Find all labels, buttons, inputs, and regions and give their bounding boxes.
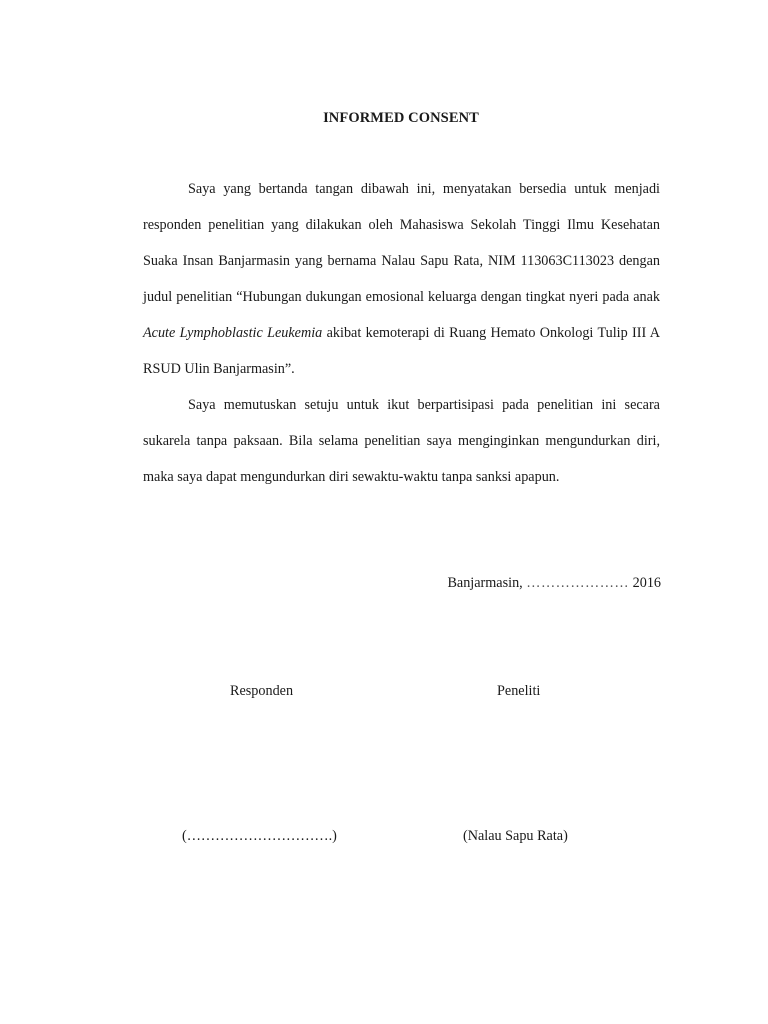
- date-blank: …………………: [526, 575, 630, 591]
- researcher-label: Peneliti: [497, 683, 541, 699]
- researcher-name: (Nalau Sapu Rata): [463, 828, 568, 844]
- consent-paragraph-1: [143, 171, 660, 387]
- consent-body: [143, 171, 660, 495]
- paragraph-1-text-b: akibat kemoterapi di Ruang Hemato Onkologi Tulip III A RSUD Ulin Banjarmasin”.: [143, 325, 661, 377]
- disease-name-italic: Acute Lymphoblastic Leukemia: [143, 325, 323, 341]
- document-title: INFORMED CONSENT: [323, 110, 479, 126]
- respondent-signature-blank: (………………………….): [182, 828, 337, 844]
- consent-paragraph-2: Saya memutuskan setuju untuk ikut berpartisipasi pada penelitian ini secara sukarela tanpa paksaan. Bila selama penelitian saya menginginkan mengundurkan diri, maka saya dapat mengundurkan diri sewaktu-waktu tanpa sanksi apapun.: [143, 397, 660, 485]
- date-place: Banjarmasin,: [447, 575, 523, 591]
- date-year: 2016: [632, 575, 661, 591]
- date-line: [447, 573, 661, 593]
- paragraph-1-text-a: Saya yang bertanda tangan dibawah ini, menyatakan bersedia untuk menjadi responden penelitian yang dilakukan oleh Mahasiswa Sekolah Tinggi Ilmu Kesehatan Suaka Insan Banjarmasin yang bernama Nalau Sapu Rata, NIM 113063C113023 dengan judul penelitian “Hubungan dukungan emosional keluarga dengan tingkat nyeri pada anak: [143, 181, 660, 305]
- respondent-label: Responden: [230, 683, 294, 699]
